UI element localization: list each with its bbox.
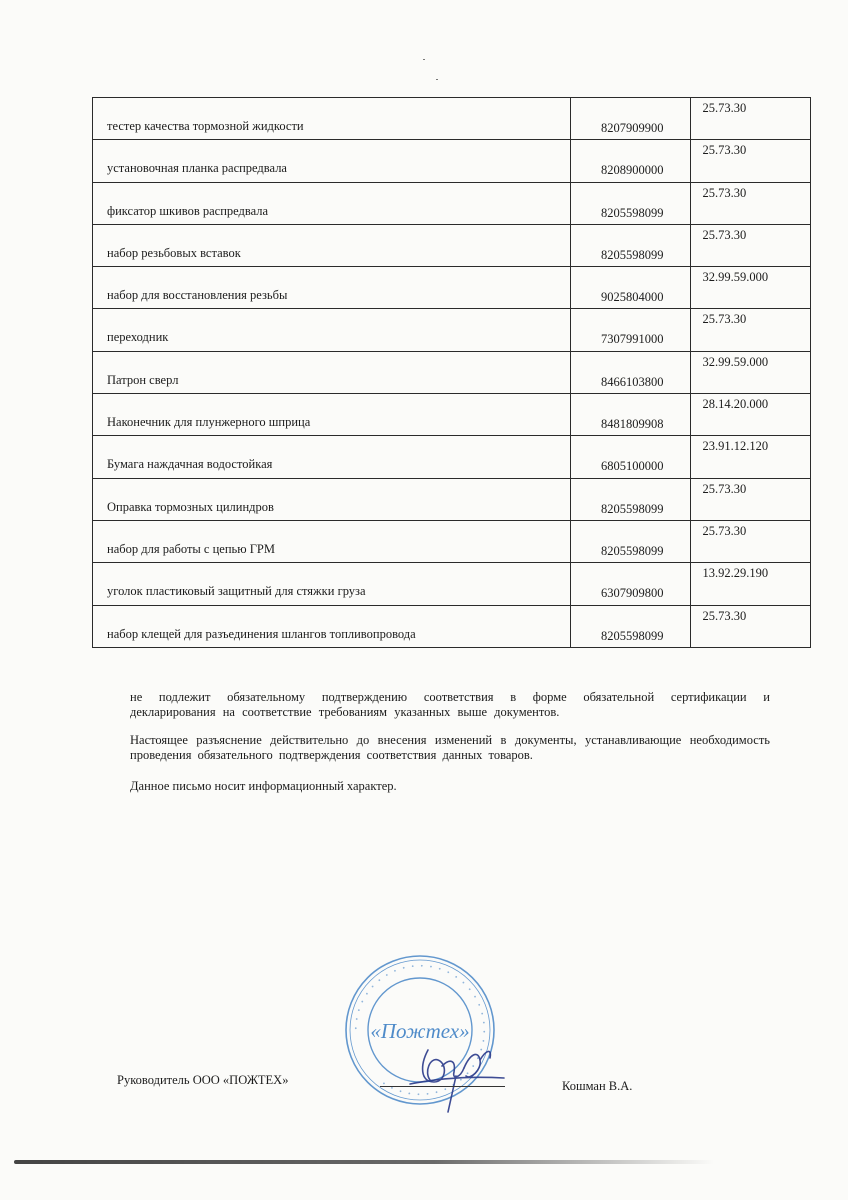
tn-ved-code-cell [570,520,691,562]
tn-ved-code-cell [570,224,691,266]
tn-ved-code-cell-text: 6805100000 [600,459,664,474]
okpd-code-cell-text: 32.99.59.000 [702,270,769,285]
item-name-cell-text: Наконечник для плунжерного шприца [107,415,311,430]
tn-ved-code-cell [570,478,691,520]
tn-ved-code-cell-text: 7307991000 [600,332,664,347]
okpd-code-cell [691,605,811,647]
okpd-code-cell-text: 25.73.30 [702,101,747,115]
tn-ved-code-cell-text: 8205598099 [600,543,664,558]
okpd-code-cell-text: 23.91.12.120 [702,439,769,454]
item-name-cell-text: набор для восстановления резьбы [107,288,288,303]
item-name-cell-text: уголок пластиковый защитный для стяжки груза [107,584,366,599]
okpd-code-cell [691,394,811,436]
item-name-cell-text: Бумага наждачная водостойкая [107,457,273,472]
tn-ved-code-cell-text: 8205598099 [600,205,664,220]
table-row [93,520,811,562]
okpd-code-cell-text: 25.73.30 [702,523,747,538]
okpd-code-cell [691,140,811,182]
tn-ved-code-cell-text: 8207909900 [600,121,664,135]
okpd-code-cell [691,267,811,309]
paragraph-informational: Данное письмо носит информационный характер. [130,779,397,793]
okpd-code-cell-text: 25.73.30 [702,312,747,327]
table-row [93,563,811,605]
okpd-code-cell-text: 25.73.30 [702,227,747,242]
okpd-code-cell [691,478,811,520]
paragraph-validity: Настоящее разъяснение действительно до внесения изменений в документы, устанавливающие необходимость проведения обязательного подтверждения соответствия данных товаров. [130,733,770,762]
tn-ved-code-cell [570,267,691,309]
table-row [93,605,811,647]
okpd-code-cell [691,563,811,605]
okpd-code-cell [691,351,811,393]
okpd-code-cell [691,520,811,562]
item-name-cell [93,520,571,562]
okpd-code-cell [691,182,811,224]
svg-text:• • • • • • • • • • • • • • •: • • • • • • • • • • • • • • • • • • • • • • • • • • • • • • • • • • • • • • [352,962,488,1098]
item-name-cell [93,140,571,182]
okpd-code-cell-text: 25.73.30 [702,143,747,158]
tn-ved-code-cell-text: 6307909800 [600,586,664,601]
table-row [93,98,811,140]
okpd-code-cell [691,309,811,351]
table-row [93,436,811,478]
table-row [93,182,811,224]
tn-ved-code-cell [570,351,691,393]
okpd-code-cell-text: 28.14.20.000 [702,397,769,412]
tn-ved-code-cell-text: 8208900000 [600,163,664,178]
okpd-code-cell [691,98,811,140]
item-name-cell [93,267,571,309]
goods-table [92,97,811,648]
item-name-cell [93,436,571,478]
tn-ved-code-cell-text: 8205598099 [600,247,664,262]
signatory-role: Руководитель ООО «ПОЖТЕХ» [117,1073,289,1087]
item-name-cell-text: набор для работы с цепью ГРМ [107,541,275,556]
item-name-cell [93,224,571,266]
signature-line [380,1086,505,1087]
okpd-code-cell-text: 13.92.29.190 [702,566,769,581]
item-name-cell-text: фиксатор шкивов распредвала [107,203,269,218]
scan-speck [423,59,425,60]
stamp-center-text: «Пожтех» [370,1019,470,1043]
item-name-cell [93,351,571,393]
tn-ved-code-cell [570,605,691,647]
okpd-code-cell-text: 25.73.30 [702,481,747,496]
tn-ved-code-cell [570,563,691,605]
item-name-cell [93,98,571,140]
item-name-cell [93,394,571,436]
tn-ved-code-cell [570,309,691,351]
okpd-code-cell-text: 32.99.59.000 [702,354,769,369]
scan-edge-bar [14,1160,714,1164]
item-name-cell-text: Оправка тормозных цилиндров [107,499,274,514]
okpd-code-cell [691,224,811,266]
item-name-cell [93,309,571,351]
tn-ved-code-cell [570,182,691,224]
tn-ved-code-cell-text: 8205598099 [600,628,664,643]
okpd-code-cell [691,436,811,478]
item-name-cell-text: тестер качества тормозной жидкости [107,119,304,133]
tn-ved-code-cell-text: 8481809908 [600,417,664,432]
scan-speck [436,79,438,80]
table-row [93,309,811,351]
okpd-code-cell-text: 25.73.30 [702,608,747,623]
tn-ved-code-cell [570,394,691,436]
item-name-cell [93,182,571,224]
tn-ved-code-cell [570,140,691,182]
item-name-cell-text: переходник [107,330,169,345]
signatory-name: Кошман В.А. [562,1079,633,1093]
tn-ved-code-cell-text: 8466103800 [600,374,664,389]
item-name-cell [93,563,571,605]
tn-ved-code-cell-text: 8205598099 [600,501,664,516]
table-row [93,351,811,393]
tn-ved-code-cell [570,436,691,478]
goods-table-body [93,98,811,648]
table-row [93,478,811,520]
table-row [93,267,811,309]
item-name-cell-text: набор клещей для разъединения шлангов топливопровода [107,626,416,641]
item-name-cell [93,605,571,647]
item-name-cell-text: Патрон сверл [107,372,179,387]
table-row [93,394,811,436]
item-name-cell-text: установочная планка распредвала [107,161,287,176]
item-name-cell [93,478,571,520]
tn-ved-code-cell-text: 9025804000 [600,290,664,305]
handwritten-signature [400,1020,510,1115]
okpd-code-cell-text: 25.73.30 [702,185,747,200]
item-name-cell-text: набор резьбовых вставок [107,245,241,260]
table-row [93,140,811,182]
table-row [93,224,811,266]
tn-ved-code-cell [570,98,691,140]
paragraph-conclusion: не подлежит обязательному подтверждению соответствия в форме обязательной сертификации и декларирования на соответствие требованиям указанных выше документов. [130,690,770,719]
